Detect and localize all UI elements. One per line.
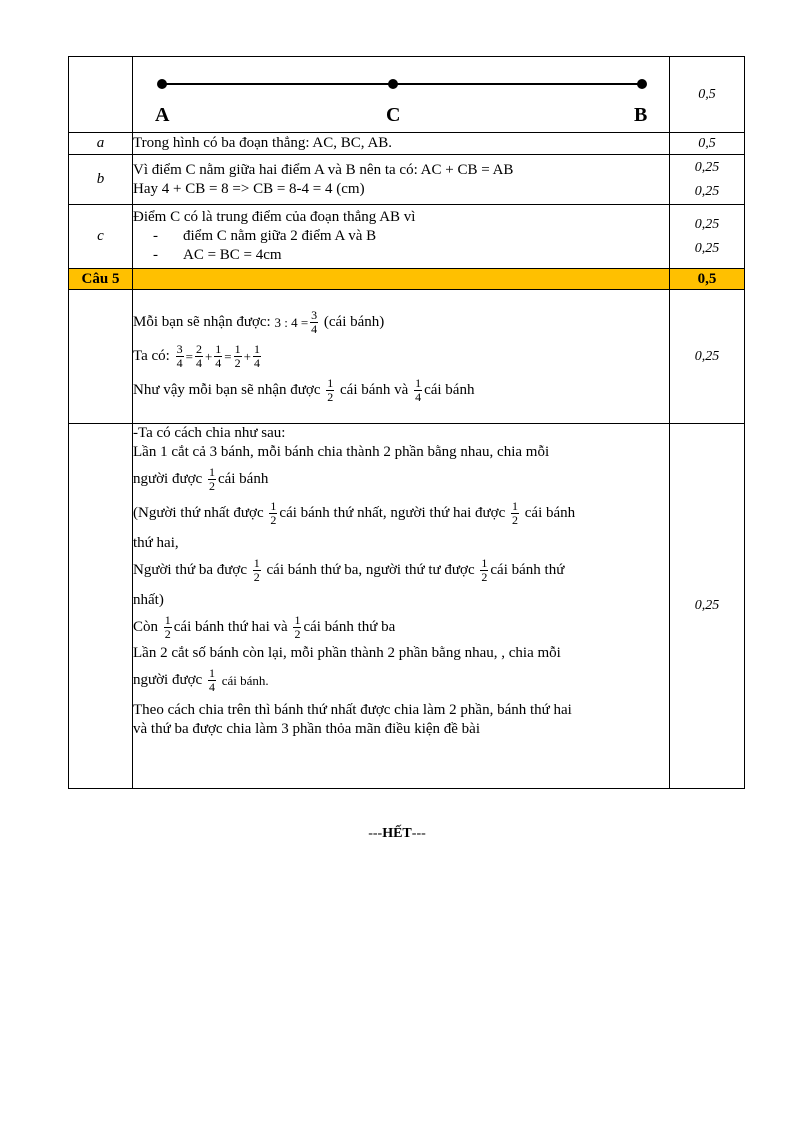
fraction-1-2: $\frac{1}{2}$: [270, 498, 277, 527]
empty-label-cell: [69, 290, 133, 424]
fraction-1-2: $\frac{1}{2}$: [481, 555, 488, 584]
text: Ta có:: [133, 348, 170, 364]
fraction-3-4: $\frac{3}{4}$: [176, 342, 183, 370]
text: người được: [133, 671, 203, 688]
fraction-1-2: $\frac{1}{2}$: [294, 612, 301, 641]
solution-2-line3: [133, 462, 669, 496]
solution-2-line12: và thứ ba được chia làm 3 phần thỏa mãn điều kiện đề bài: [133, 721, 480, 737]
solution-2-line11: Theo cách chia trên thì bánh thứ nhất được chia làm 2 phần, bánh thứ hai: [133, 702, 572, 718]
question-5-header-row: [69, 269, 745, 290]
plus-sign: +: [243, 349, 251, 364]
part-b-scores: [670, 155, 745, 205]
part-b-score2: 0,25: [694, 183, 720, 199]
answer-table: [68, 56, 745, 789]
end-marker: [0, 826, 794, 842]
part-b-line2: Hay 4 + CB = 8 => CB = 8-4 = 4 (cm): [133, 180, 365, 197]
part-a-row: [69, 133, 745, 155]
empty-label-cell: [69, 424, 133, 789]
text: Còn: [133, 618, 159, 635]
solution-2-line2: Lần 1 cắt cả 3 bánh, mỗi bánh chia thành 2 phần bằng nhau, chia mỗi: [133, 444, 550, 460]
part-b-label: b: [69, 155, 133, 205]
part-a-label: a: [69, 133, 133, 155]
solution-2-line1: -Ta có cách chia như sau:: [133, 425, 286, 441]
fraction-3-4: $\frac{3}{4}$: [311, 308, 318, 336]
point-c-dot: [388, 79, 398, 89]
text: cái bánh thứ: [490, 561, 565, 578]
text: Như vậy mỗi bạn sẽ nhận được: [133, 382, 321, 398]
text: cái bánh: [217, 470, 269, 487]
part-b-line1: Vì điểm C nằm giữa hai điểm A và B nên ta có: AC + CB = AB: [133, 161, 514, 178]
point-a-dot: [157, 79, 167, 89]
fraction-1-4: $\frac{1}{4}$: [215, 342, 222, 370]
diagram-row: [69, 57, 745, 133]
bullet-dash: -: [153, 228, 158, 244]
solution-2-line10: [133, 663, 669, 697]
part-b-score1: 0,25: [694, 159, 720, 175]
fraction-1-2: $\frac{1}{2}$: [234, 342, 241, 370]
part-c-score2: 0,25: [694, 240, 720, 256]
text: cái bánh thứ ba, người thứ tư được: [266, 561, 475, 578]
plus-sign: +: [204, 349, 213, 364]
empty-label-cell: [69, 57, 133, 133]
question-5-score: 0,5: [670, 269, 745, 290]
part-c-row: [69, 205, 745, 269]
solution-2-line6: [133, 553, 669, 587]
segment-diagram-cell: [133, 57, 670, 133]
point-b-label: B: [634, 103, 648, 126]
part-c-bullet2: [133, 246, 669, 265]
fraction-1-2: $\frac{1}{2}$: [512, 498, 518, 527]
solution-2-score: 0,25: [670, 424, 745, 789]
bullet-text: AC = BC = 4cm: [183, 247, 282, 263]
text: (Người thứ nhất được: [133, 504, 264, 521]
point-c-label: C: [386, 103, 401, 126]
part-b-content: [133, 155, 670, 205]
text: Người thứ ba được: [133, 561, 247, 578]
fraction-1-2: $\frac{1}{2}$: [208, 464, 215, 493]
dashes: ---: [368, 826, 383, 841]
question-5-empty: [133, 269, 670, 290]
point-b-dot: [637, 79, 647, 89]
text: cái bánh.: [221, 672, 269, 688]
text: Mỗi bạn sẽ nhận được:: [133, 314, 271, 330]
solution-2-line4: [133, 496, 669, 530]
expression: 3 : 4 =: [274, 315, 309, 330]
fraction-1-2: $\frac{1}{2}$: [327, 376, 334, 404]
part-c-line1: Điểm C có là trung điểm của đoạn thẳng AB vì: [133, 209, 416, 225]
solution-1-line1: [133, 306, 669, 340]
bullet-text: điểm C nằm giữa 2 điểm A và B: [183, 228, 377, 244]
equals-sign: =: [224, 349, 232, 364]
text: cái bánh thứ ba: [303, 618, 396, 635]
segment-diagram: [133, 58, 669, 132]
fraction-1-4: $\frac{1}{4}$: [253, 342, 260, 370]
part-a-content: [133, 133, 670, 155]
equals-sign: =: [185, 349, 193, 364]
part-c-scores: [670, 205, 745, 269]
text: cái bánh: [524, 504, 576, 521]
dashes: ---: [411, 826, 426, 841]
solution-2-content: [133, 424, 670, 789]
part-a-score: 0,5: [670, 133, 745, 155]
point-a-label: A: [155, 103, 170, 126]
solution-2-line9: Lần 2 cắt số bánh còn lại, mỗi phần thành 2 phần bằng nhau, , chia mỗi: [133, 645, 561, 661]
solution-1-score: 0,25: [670, 290, 745, 424]
solution-row-1: [69, 290, 745, 424]
part-c-label: c: [69, 205, 133, 269]
part-a-text: Trong hình có ba đoạn thẳng: AC, BC, AB.: [133, 135, 393, 151]
fraction-1-2: $\frac{1}{2}$: [253, 555, 260, 584]
bullet-dash: -: [153, 247, 158, 263]
text: người được: [133, 470, 203, 487]
question-5-label: Câu 5: [69, 269, 133, 290]
fraction-1-2: $\frac{1}{2}$: [164, 612, 171, 641]
fraction-1-4: $\frac{1}{4}$: [415, 376, 422, 404]
text: cái bánh: [424, 382, 475, 398]
fraction-1-4: $\frac{1}{4}$: [208, 665, 215, 694]
solution-1-line3: [133, 374, 669, 408]
solution-1-line2: [133, 340, 669, 374]
score-value: 0,5: [698, 86, 716, 102]
text: cái bánh thứ hai và: [173, 618, 288, 635]
solution-2-line7: nhất): [133, 592, 164, 608]
part-c-score1: 0,25: [694, 216, 720, 232]
text: cái bánh thứ nhất, người thứ hai được: [279, 504, 506, 521]
part-c-content: [133, 205, 670, 269]
fraction-2-4: $\frac{2}{4}$: [195, 342, 202, 370]
solution-2-line5: thứ hai,: [133, 535, 179, 551]
text: (cái bánh): [323, 314, 385, 330]
solution-1-content: [133, 290, 670, 424]
end-text: HẾT: [382, 826, 412, 841]
part-b-row: [69, 155, 745, 205]
text: cái bánh và: [340, 382, 409, 398]
solution-2-line8: [133, 610, 669, 644]
score-cell: [670, 57, 745, 133]
part-c-bullet1: [133, 227, 669, 246]
solution-row-2: [69, 424, 745, 789]
